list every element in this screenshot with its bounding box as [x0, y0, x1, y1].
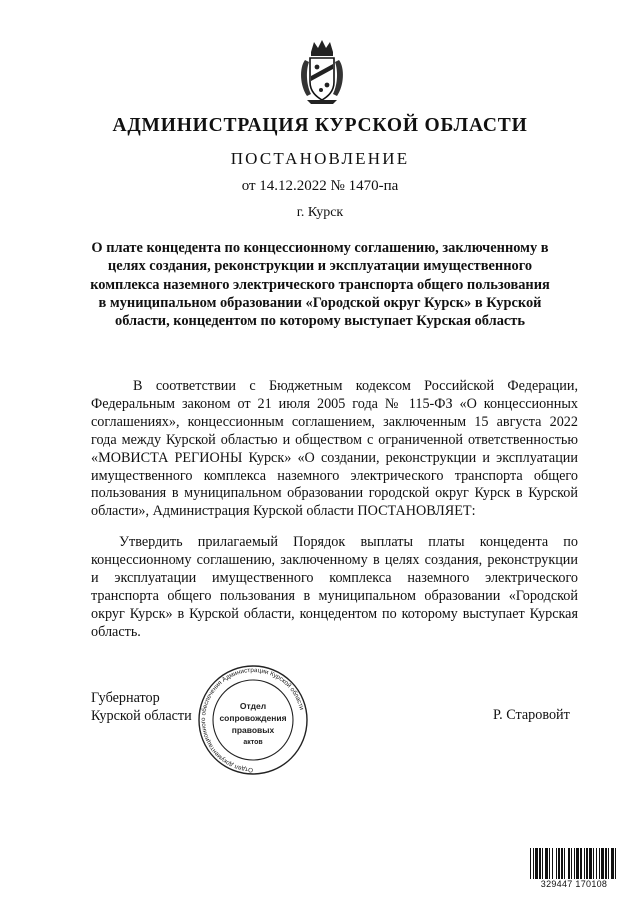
- document-title: О плате концедента по концессионному соглашению, заключенному в целях создания, реконструкции и эксплуатации имущественного комплекса наземного электрического транспорта общего пользования в муниципальном образовании «Городской округ Курск» в Курской области, концедентом по которому выступает Курская область: [90, 240, 550, 330]
- official-stamp: [186, 664, 320, 780]
- barcode-number: 329447 170108: [540, 879, 608, 889]
- stamp-ring-text: Отдел документационного обеспечения Администрации Курской области: [200, 666, 305, 774]
- stamp-line-4: актов: [243, 739, 263, 746]
- barcode-bar: [564, 848, 565, 879]
- stamp-line-1: Отдел: [239, 701, 267, 711]
- body-paragraph-1: В соответствии с Бюджетным кодексом Российской Федерации, Федеральным законом от 21 июля 2005 года № 115-ФЗ «О концессионных соглашениях», концессионным соглашением, заключенным 15 августа 2022 года между Курской областью и обществом с ограниченной ответственностью «МОВИСТА РЕГИОНЫ Курск» «О создании, реконструкции и эксплуатации имущественного комплекса наземного электрического транспорта общего пользования в муниципальном образовании городской округ Курск в Курской области», Администрация Курской области ПОСТАНОВЛЯЕТ:: [91, 378, 578, 520]
- barcode: [529, 848, 619, 882]
- barcode-bar: [552, 848, 553, 879]
- barcode-bar: [556, 848, 557, 879]
- signatory-position-line-1: Губернатор: [91, 690, 160, 706]
- document-city: г. Курск: [296, 205, 344, 220]
- barcode-bar: [599, 848, 600, 879]
- barcode-bar: [586, 848, 588, 879]
- barcode-bar: [589, 848, 592, 879]
- body-paragraph-2: Утвердить прилагаемый Порядок выплаты платы концедента по концессионному соглашению, заключенному в целях создания, реконструкции и эксплуатации имущественного комплекса наземного электрического транспорта общего пользования в муниципальном образовании «Городской округ Курск» в Курской области, концедентом по которому выступает Курская область.: [91, 534, 578, 640]
- stamp-line-3: правовых: [231, 725, 275, 735]
- barcode-bar: [545, 848, 548, 879]
- signatory-name: Р. Старовойт: [493, 707, 570, 723]
- barcode-bar: [580, 848, 582, 879]
- barcode-bar: [530, 848, 531, 879]
- organization-name: АДМИНИСТРАЦИЯ КУРСКОЙ ОБЛАСТИ: [112, 115, 528, 136]
- barcode-bar: [584, 848, 585, 879]
- barcode-bar: [615, 848, 616, 879]
- barcode-bar: [533, 848, 534, 879]
- barcode-bar: [593, 848, 594, 879]
- stamp-line-2: сопровождения: [219, 713, 287, 723]
- barcode-bar: [574, 848, 575, 879]
- kursk-coat-of-arms-icon: [297, 38, 347, 106]
- barcode-bar: [535, 848, 538, 879]
- signatory-position-line-2: Курской области: [91, 708, 192, 724]
- barcode-bar: [608, 848, 609, 879]
- barcode-bar: [542, 848, 543, 879]
- barcode-bar: [571, 848, 572, 879]
- document-date-number: от 14.12.2022 № 1470-па: [241, 178, 399, 194]
- barcode-bar: [596, 848, 597, 879]
- signatory-position: [91, 689, 192, 725]
- barcode-bar: [601, 848, 604, 879]
- barcode-bar: [549, 848, 550, 879]
- barcode-bar: [576, 848, 579, 879]
- barcode-bar: [568, 848, 570, 879]
- barcode-bar: [539, 848, 541, 879]
- barcode-bar: [605, 848, 607, 879]
- barcode-bar: [611, 848, 614, 879]
- document-type: ПОСТАНОВЛЕНИЕ: [230, 149, 410, 168]
- barcode-bar: [558, 848, 560, 879]
- barcode-bar: [561, 848, 563, 879]
